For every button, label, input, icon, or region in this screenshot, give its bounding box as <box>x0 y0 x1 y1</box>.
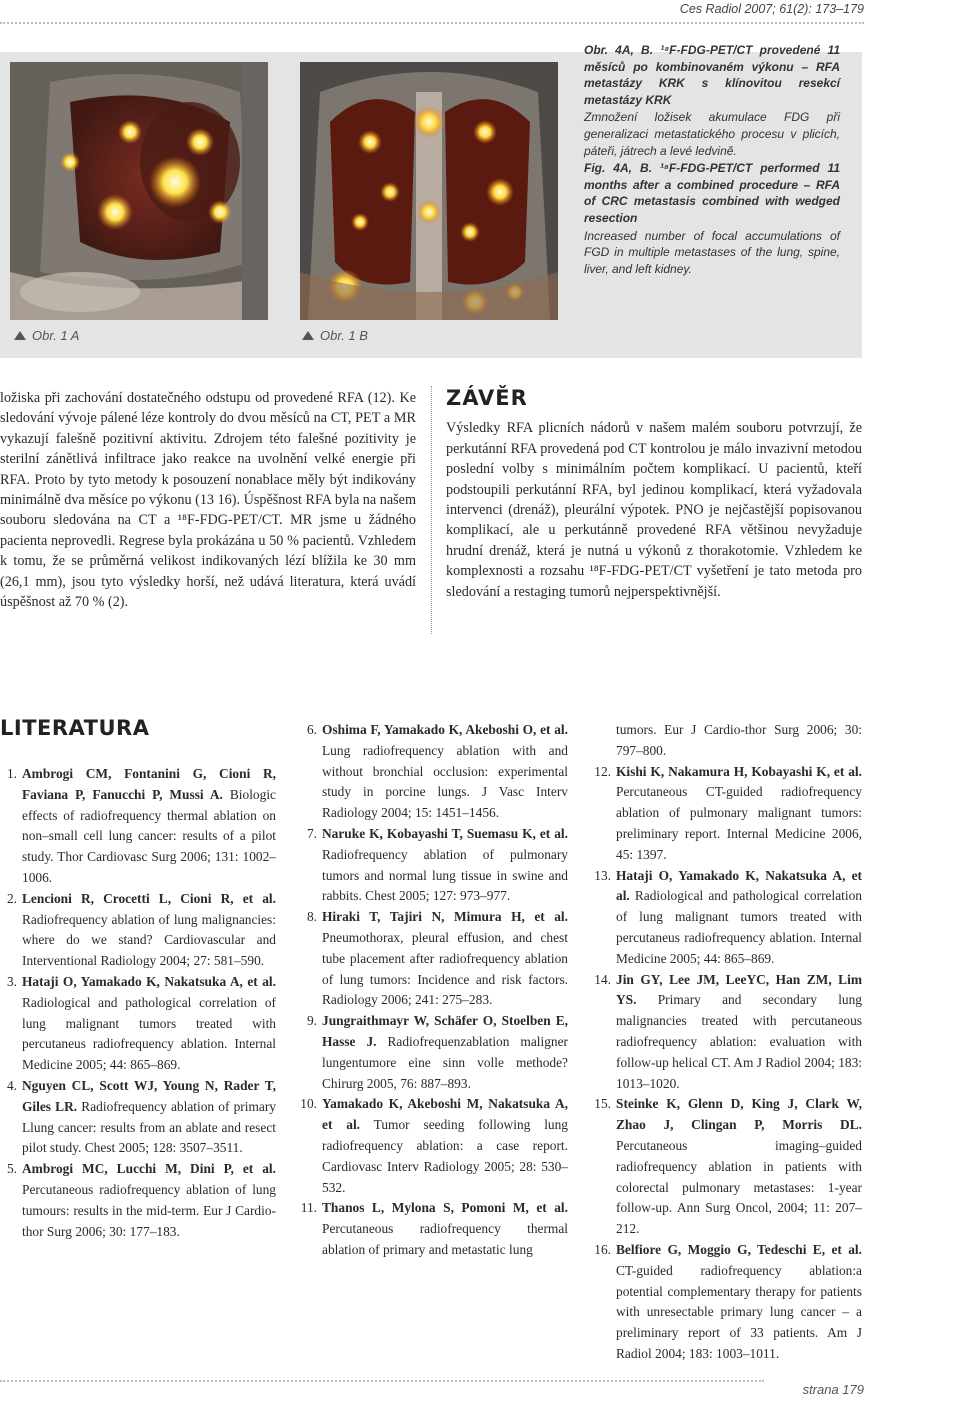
reference-item: 2. Lencioni R, Crocetti L, Cioni R, et al. Radiofrequency ablation of lung malignancies: where do we stand? Cardiovascular and Interventional Radiology 2004; 27: 581–590. <box>6 890 276 969</box>
conclusion-text: Výsledky RFA plicních nádorů v našem malém souboru potvrzují, že perkutánní RFA provedená pod CT kontrolou je málo invazivní metodou poslední volby s minimálním počtem komplikací. U pacientů, kteří podstoupili perkutánní RFA, byl jedinou komplikací, která vyžadovala intervenci (drenáž), pleurální výpotek. PNO je nejčastější popisovanou komplikací, ale u perkutánně provedené RFA většinou nevyžaduje hrudní drenáž, která je nutná u výkonů z thorakotomie. Vzhledem ke komplexnosti a rozsahu ¹⁸F-FDG-PET/CT vyšetření je tato metoda pro sledování a restaging tumorů nejperspektivnější. <box>446 420 862 600</box>
caption-en-body: Increased number of focal accumulations of FGD in multiple metastases of the lung, spine, liver, and left kidney. <box>584 228 840 276</box>
reference-item: 9. Jungraithmayr W, Schäfer O, Stoelben E, Hasse J. Radiofrequenzablation maligner lungentumore eine sinn volle methode? Chirurg 2005, 76: 887–893. <box>306 1013 568 1091</box>
figure-label-b-text: Obr. 1 B <box>320 328 368 343</box>
reference-item: 4. Nguyen CL, Scott WJ, Young N, Rader T, Giles LR. Radiofrequency ablation of primary Llung cancer: results from an ablate and resect pilot study. Chest 2005; 128: 3507–3511. <box>6 1077 276 1156</box>
reference-item: 12. Kishi K, Nakamura H, Kobayashi K, et al. Percutaneous CT-guided radiofrequency ablation of pulmonary malignant tumors: preliminary report. Internal Medicine 2006, 45: 1397. <box>594 763 862 862</box>
footer-rule <box>0 1380 764 1382</box>
caption-cz-head: Obr. 4A, B. ¹⁸F-FDG-PET/CT provedené 11 měsíců po kombinovaném výkonu – RFA metastázy KRK s klínovitou resekcí metastázy KRK <box>584 43 840 107</box>
reference-item: 8. Hiraki T, Tajiri N, Mimura H, et al. Pneumothorax, pleural effusion, and chest tube placement after radiofrequency ablation of lung tumors: Incidence and risk factors. Radiology 2006; 241: 275–283. <box>306 909 568 1008</box>
caption-cz-body: Zmnožení ložisek akumulace FDG při generalizaci metastatického procesu v plicích, páteři, játrech a levé ledvině. <box>584 110 840 158</box>
references-column-1 <box>0 764 276 1242</box>
reference-item: 6. Oshima F, Yamakado K, Akeboshi O, et al. Lung radiofrequency ablation with and without bronchial occlusion: experimental study in porcine lungs. J Vasc Interv Radiology 2004; 15: 1451–1456. <box>306 722 568 821</box>
references-column-3 <box>590 720 862 1365</box>
figure-caption <box>584 42 840 278</box>
reference-item: 16. Belfiore G, Moggio G, Tedeschi E, et al. CT-guided radiofrequency ablation:a potential complementary therapy for patients with unresectable primary lung cancer – a preliminary report of 33 patients. Am J Radiol 2004; 183: 1003–1011. <box>594 1241 862 1361</box>
reference-item: 1. Ambrogi CM, Fontanini G, Cioni R, Faviana P, Fanucchi P, Mussi A. Biologic effects of radiofrequency thermal ablation on non–small cell lung cancer: results of a pilot study. Thor Cardiovasc Surg 2006; 131: 1002–1006. <box>6 766 276 885</box>
page-number: strana 179 <box>802 1382 864 1397</box>
reference-item: 15. Steinke K, Glenn D, King J, Clark W, Zhao J, Clingan P, Morris DL. Percutaneous imaging–guided radiofrequency ablation in patients with colorectal pulmonary metastases: 1-year follow-up. Ann Surg Oncol, 2004; 11: 207–212. <box>594 1096 862 1237</box>
triangle-marker-icon <box>14 331 26 340</box>
conclusion-title: ZÁVĚR <box>446 386 528 410</box>
reference-item: 5. Ambrogi MC, Lucchi M, Dini P, et al. Percutaneous radiofrequency ablation of lung tumours: results in the mid-term. Eur J Cardio-thor Surg 2006; 30: 177–183. <box>6 1161 276 1239</box>
triangle-marker-icon <box>302 331 314 340</box>
figure-label-b <box>302 328 368 343</box>
reference-item: 10. Yamakado K, Akeboshi M, Nakatsuka A, et al. Tumor seeding following lung radiofrequency ablation: a case report. Cardiovasc Interv Radiology 2005; 28: 530–532. <box>300 1096 568 1195</box>
pet-ct-scan-b <box>300 62 558 320</box>
pet-ct-scan-a <box>10 62 268 320</box>
reference-item: 14. Jin GY, Lee JM, LeeYC, Han ZM, Lim YS. Primary and secondary lung malignancies treated with percutaneous radiofrequency ablation: evaluation with follow-up helical CT. Am J Radiol 2004; 183: 1013–1020. <box>594 971 862 1091</box>
reference-item: 11. Thanos L, Mylona S, Pomoni M, et al. Percutaneous radiofrequency thermal ablation of primary and metastatic lung <box>300 1200 568 1257</box>
reference-item: 13. Hataji O, Yamakado K, Nakatsuka A, et al. Radiological and pathological correlation of lung malignant tumors treated with percutaneus radiofrequency ablation. Internal Medicine 2005; 44: 865–869. <box>594 867 862 966</box>
reference-continuation: tumors. Eur J Cardio-thor Surg 2006; 30: 797–800. <box>616 722 862 758</box>
column-divider <box>431 386 432 634</box>
figure-label-a <box>14 328 79 343</box>
reference-item: 3. Hataji O, Yamakado K, Nakatsuka A, et al. Radiological and pathological correlation of lung malignant tumors treated with percutaneus radiofrequency ablation. Internal Medicine 2005; 44: 865–869. <box>6 973 276 1073</box>
running-head: Ces Radiol 2007; 61(2): 173–179 <box>679 2 864 16</box>
reference-item: 7. Naruke K, Kobayashi T, Suemasu K, et al. Radiofrequency ablation of pulmonary tumors and normal lung tissue in swine and rabbits. Chest 2005; 127: 973–977. <box>306 825 568 904</box>
conclusion-section <box>446 388 862 602</box>
figure-label-a-text: Obr. 1 A <box>32 328 80 343</box>
literature-title: LITERATURA <box>0 716 150 740</box>
references-column-2 <box>296 720 568 1261</box>
header-rule <box>0 22 864 24</box>
body-text-left: ložiska při zachování dostatečného odstupu od provedené RFA (12). Ke sledování vývoje pálené léze kontroly do dvou měsíců na CT, PET a MR vykazují falešně pozitivní aktivitu. Zdrojem této falešné pozitivity je sterilní zánětlivá infiltrace jako reakce na uvolnění velké energie při RFA. Proto by tyto metody k posouzení nonablace měly být indikovány minimálně dva měsíce po výkonu (13 16). Úspěšnost RFA byla na našem souboru sledována na CT a ¹⁸F-FDG-PET/CT. MR jsme u žádného pacienta neprovedli. Regrese byla prokázána u 50 % pacientů. Vzhledem k tomu, že se průměrná velikost indikovaných lézí blížila ke 30 mm (26,1 mm), jsou tyto výsledky horší, než udává literatura, která uvádí úspěšnost až 70 % (2). <box>0 390 416 611</box>
caption-en-head: Fig. 4A, B. ¹⁸F-FDG-PET/CT performed 11 months after a combined procedure – RFA of CRC metastasis combined with wedged resection <box>584 161 840 225</box>
